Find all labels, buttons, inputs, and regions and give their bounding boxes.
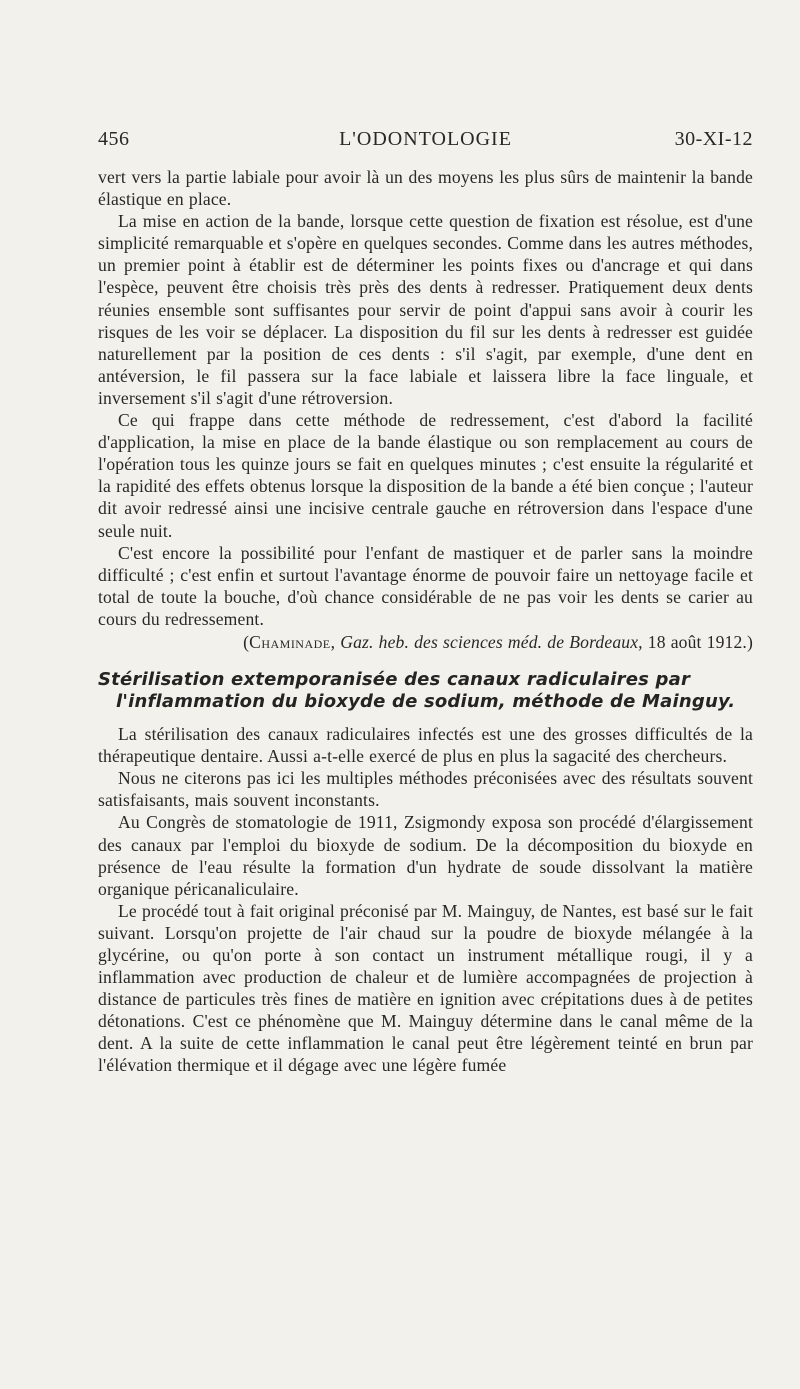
paragraph: Le procédé tout à fait original préconisé par M. Mainguy, de Nantes, est basé sur le fait suivant. Lorsqu'on projette de l'air chaud sur la poudre de bioxyde mélangée à la glycérine, ou qu'on porte à son contact un instrument métallique rougi, il y a inflammation avec production de chaleur et de lumière accompagnées de projection à distance de particules très fines de matière en ignition avec crépitations dues à de petites détonations. C'est ce phénomène que M. Mainguy détermine dans le canal même de la dent. A la suite de cette inflammation le canal peut être légèrement teinté en brun par l'élévation thermique et il dégage avec une légère fumée: [98, 900, 753, 1076]
paragraph: Au Congrès de stomatologie de 1911, Zsigmondy exposa son procédé d'élargissement des canaux par l'emploi du bioxyde de sodium. De la décomposition du bioxyde en présence de l'eau résulte la formation d'un hydrate de soude dissolvant la matière organique péricanaliculaire.: [98, 812, 753, 899]
citation-journal: Gaz. heb. des sciences méd. de Bordeaux,: [340, 631, 643, 652]
paragraph: Nous ne citerons pas ici les multiples méthodes préconisées avec des résultats souvent satisfaisants, mais souvent inconstants.: [98, 768, 753, 811]
article-body: [98, 166, 753, 1077]
citation-open: (: [243, 631, 250, 652]
paragraph: La mise en action de la bande, lorsque cette question de fixation est résolue, est d'une simplicité remarquable et s'opère en quelques secondes. Comme dans les autres méthodes, un premier point à établir est de déterminer les points fixes ou d'ancrage et qui dans l'espèce, peuvent être choisis très près des dents à redresser. Pratiquement deux dents réunies ensemble sont suffisantes pour servir de point d'appui sans avoir à courir les risques de les voir se déplacer. La disposition du fil sur les dents à redresser est guidée naturellement par la position de ces dents : s'il s'agit, par exemple, d'une dent en antéversion, le fil passera sur la face labiale et laissera libre la face linguale, et inversement s'il s'agit d'une rétroversion.: [98, 211, 753, 408]
citation-author: Chaminade: [249, 631, 331, 652]
paragraph-continuation: vert vers la partie labiale pour avoir là un des moyens les plus sûrs de maintenir la bande élastique en place.: [98, 167, 753, 210]
paragraph: Ce qui frappe dans cette méthode de redressement, c'est d'abord la facilité d'application, la mise en place de la bande élastique ou son remplacement au cours de l'opération tous les quinze jours se fait en quelques minutes ; c'est ensuite la régularité et la rapidité des effets obtenus lorsque la disposition de la bande a été bien conçue ; l'auteur dit avoir redressé ainsi une incisive centrale gauche en rétroversion dans l'espace d'une seule nuit.: [98, 410, 753, 541]
running-header: [98, 128, 753, 162]
journal-title: L'ODONTOLOGIE: [339, 128, 512, 150]
issue-date: 30-XI-12: [674, 128, 753, 150]
citation-separator: ,: [330, 631, 341, 652]
section-heading: Stérilisation extemporanisée des canaux radiculaires par l'inflammation du bioxyde de sodium, méthode de Mainguy.: [98, 669, 736, 713]
citation-date: 18 août 1912.): [642, 631, 753, 652]
page-number: 456: [98, 128, 130, 150]
paragraph: La stérilisation des canaux radiculaires infectés est une des grosses difficultés de la thérapeutique dentaire. Aussi a-t-elle exercé de plus en plus la sagacité des chercheurs.: [98, 724, 753, 767]
document-page: [98, 128, 753, 1077]
citation: [98, 631, 753, 653]
paragraph: C'est encore la possibilité pour l'enfant de mastiquer et de parler sans la moindre difficulté ; c'est enfin et surtout l'avantage énorme de pouvoir faire un nettoyage facile et total de toute la bouche, d'où chance considérable de ne pas voir les dents se carier au cours du redressement.: [98, 542, 753, 629]
